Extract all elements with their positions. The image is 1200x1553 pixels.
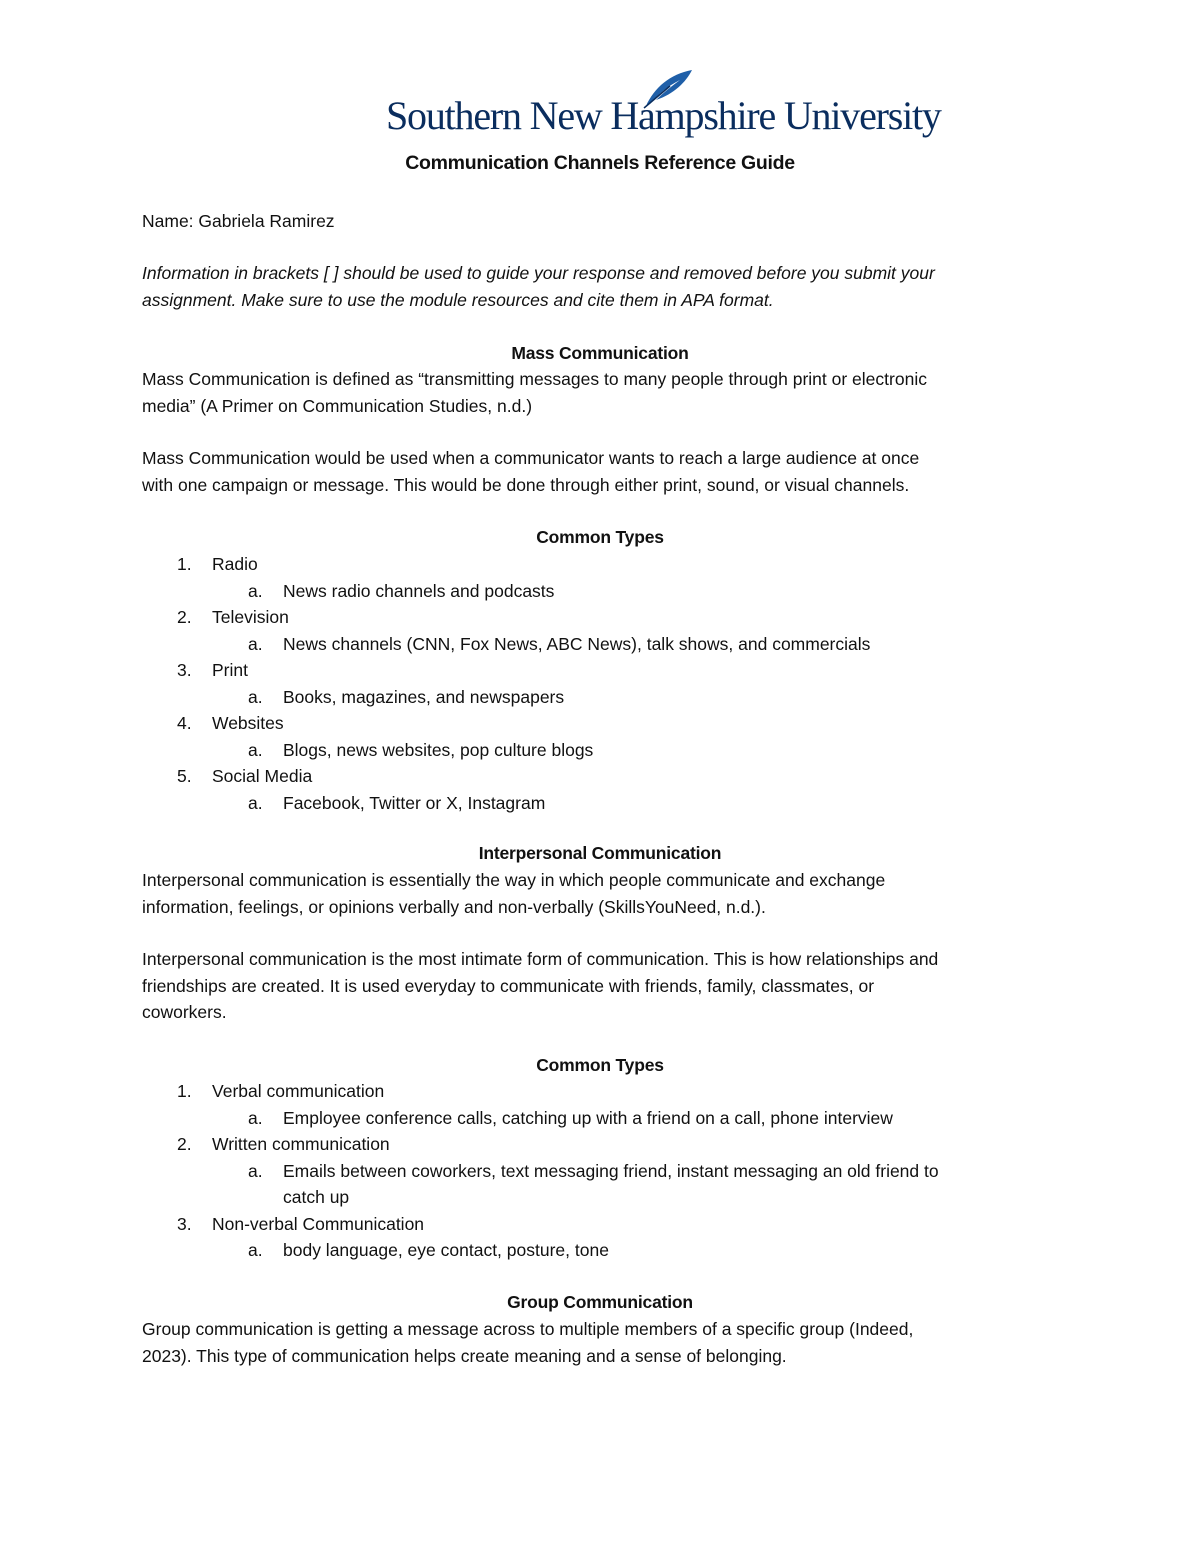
list-item-label: Written communication [212,1134,390,1154]
list-number: 1. [177,1081,192,1101]
sub-list-item-continuation [142,1184,1062,1211]
interpersonal-types-list [142,1078,1062,1264]
list-letter: a. [248,686,263,707]
list-letter: a. [248,580,263,601]
list-number: 3. [177,660,192,680]
list-item [142,657,1062,684]
sub-list-item [142,578,1062,605]
list-item [142,763,1062,790]
paragraph-line: coworkers. [142,1002,227,1022]
list-item-label: Non-verbal Communication [212,1213,425,1234]
list-item [142,1211,1062,1238]
paragraph-line: information, feelings, or opinions verbally and non-verbally (SkillsYouNeed, n.d.). [142,896,766,917]
list-item [142,1078,1062,1105]
list-number: 2. [177,607,192,627]
list-number: 3. [177,1213,192,1234]
list-number: 2. [177,1134,192,1154]
interpersonal-definition-paragraph [142,867,1062,920]
group-communication-heading: Group Communication [507,1292,693,1312]
sub-list-item [142,1158,1062,1185]
list-item-label: Verbal communication [212,1081,385,1101]
mass-usage-paragraph [142,445,1062,498]
list-item-label: Print [212,660,248,680]
paragraph-line: with one campaign or message. This would be done through either print, sound, or visual channels. [142,474,910,495]
list-item-label: Social Media [212,766,313,786]
list-letter: a. [248,633,263,654]
paragraph-line: Group communication is getting a message across to multiple members of a specific group (Indeed, [142,1319,914,1339]
sub-list-item-label: Emails between coworkers, text messaging friend, instant messaging an old friend to [283,1160,939,1181]
list-item-label: Websites [212,713,284,733]
sub-list-item [142,631,1062,658]
paragraph-line: Mass Communication is defined as “transmitting messages to many people through print or electronic [142,369,927,389]
list-item [142,551,1062,578]
interpersonal-communication-heading: Interpersonal Communication [478,843,722,863]
list-letter: a. [248,1160,263,1181]
page-title: Communication Channels Reference Guide [405,152,795,174]
list-number: 5. [177,766,192,786]
list-item-label: Radio [212,554,258,574]
mass-types-heading: Common Types [536,527,664,547]
list-item [142,710,1062,737]
list-letter: a. [248,739,263,760]
sub-list-item [142,1237,1062,1264]
interpersonal-usage-paragraph [142,946,1062,1026]
interpersonal-types-heading: Common Types [536,1055,664,1075]
university-logo [386,68,941,138]
sub-list-item-label: Blogs, news websites, pop culture blogs [283,739,594,760]
sub-list-item-label: body language, eye contact, posture, tone [283,1240,609,1260]
list-letter: a. [248,792,263,813]
sub-list-item [142,790,1062,817]
paragraph-line: Mass Communication would be used when a communicator wants to reach a large audience at once [142,448,920,468]
student-name: Name: Gabriela Ramirez [142,211,335,231]
list-number: 4. [177,713,192,733]
list-letter: a. [248,1240,263,1260]
sub-list-item-label: catch up [283,1187,350,1207]
logo-wordmark: Southern New Hampshire University [386,93,941,138]
instructions-line: Information in brackets [ ] should be used to guide your response and removed before you submit your [142,263,935,283]
sub-list-item [142,737,1062,764]
instructions-paragraph [142,260,1062,313]
sub-list-item-label: Employee conference calls, catching up with a friend on a call, phone interview [283,1107,893,1128]
list-item-label: Television [212,607,289,627]
mass-definition-paragraph [142,366,1062,419]
list-number: 1. [177,554,192,574]
instructions-line: assignment. Make sure to use the module resources and cite them in APA format. [142,289,774,310]
paragraph-line: friendships are created. It is used everyday to communicate with friends, family, classmates, or [142,975,875,996]
sub-list-item-label: Facebook, Twitter or X, Instagram [283,792,546,813]
paragraph-line: Interpersonal communication is essentially the way in which people communicate and exchange [142,870,886,890]
mass-communication-heading: Mass Communication [511,343,689,363]
sub-list-item-label: Books, magazines, and newspapers [283,686,565,707]
paragraph-line: media” (A Primer on Communication Studies, n.d.) [142,395,533,416]
list-item [142,604,1062,631]
sub-list-item-label: News channels (CNN, Fox News, ABC News), talk shows, and commercials [283,633,871,654]
sub-list-item [142,1105,1062,1132]
list-item [142,1131,1062,1158]
group-definition-paragraph [142,1316,1062,1369]
mass-types-list [142,551,1062,816]
paragraph-line: Interpersonal communication is the most intimate form of communication. This is how relationships and [142,949,939,969]
list-letter: a. [248,1107,263,1128]
paragraph-line: 2023). This type of communication helps create meaning and a sense of belonging. [142,1345,787,1366]
sub-list-item-label: News radio channels and podcasts [283,580,555,601]
sub-list-item [142,684,1062,711]
